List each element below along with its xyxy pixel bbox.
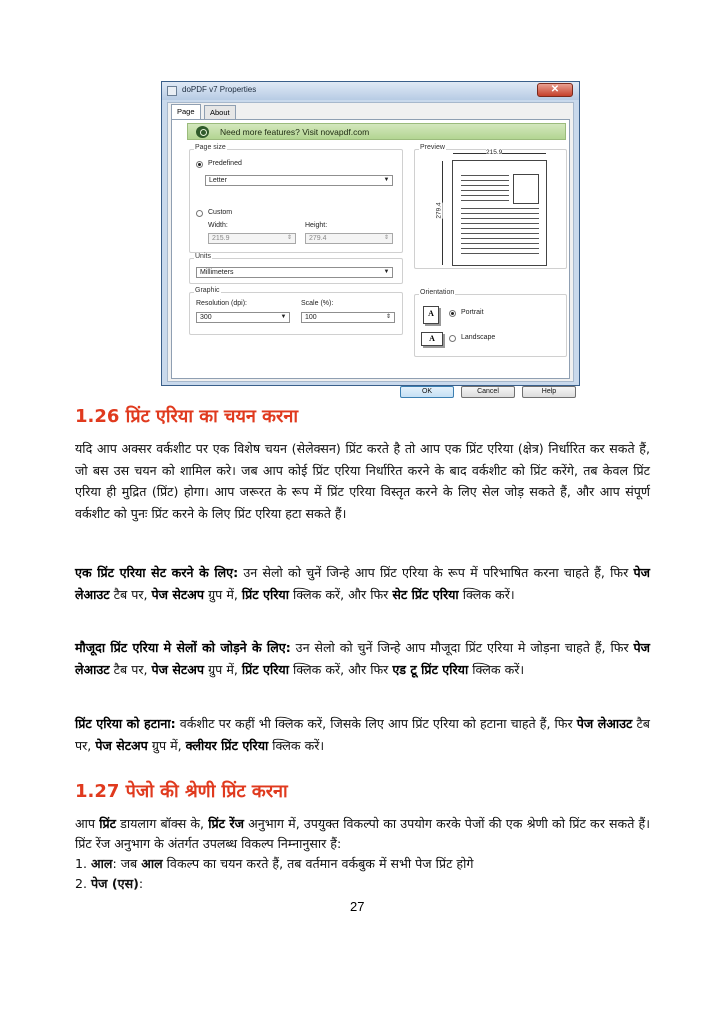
text-run: उन सेलो को चुनें जिन्हे आप मौजूदा प्रिंट एरिया मे जोड़ना चाहते हैं, फिर (290, 640, 634, 655)
text-line (461, 180, 509, 181)
bold-term: पेज लेआउट (576, 716, 633, 731)
novapdf-logo-icon (196, 126, 209, 138)
portrait-radio[interactable] (449, 310, 456, 317)
preview-height: 279.4 (435, 202, 443, 219)
units-value: Millimeters (200, 269, 234, 276)
spin-icon: ⇕ (385, 314, 392, 320)
preview-width: 215.9 (486, 149, 503, 156)
page-preview (452, 160, 547, 266)
list-item-pages (75, 873, 143, 894)
page-tab-panel (171, 119, 570, 379)
text-run: ग्रुप में, (204, 586, 242, 602)
list-item-all (75, 853, 473, 874)
dialog-title: doPDF v7 Properties (182, 85, 257, 94)
bold-term: पेज सेटअप (151, 586, 205, 602)
bold-term: मौजूदा प्रिंट एरिया मे सेलों को जोड़ने के लिए: (75, 640, 291, 655)
predefined-size-value: Letter (209, 177, 227, 184)
text-run: ग्रुप में, (204, 661, 242, 677)
text-line (461, 248, 539, 249)
page-size-group (189, 144, 403, 253)
bold-term: प्रिंट एरिया (241, 661, 289, 677)
width-value: 215.9 (212, 235, 230, 242)
banner-text: Need more features? Visit novapdf.com (220, 127, 370, 137)
text-run: डायलाग बॉक्स के, (115, 816, 209, 831)
graphic-label: Graphic (195, 287, 220, 294)
page-number: 27 (350, 899, 365, 914)
bold-term: एड टू प्रिंट एरिया (392, 661, 469, 677)
text-run: ग्रुप में, (147, 737, 186, 753)
text-line (461, 223, 539, 224)
printer-icon (167, 86, 177, 96)
dialog-titlebar (162, 82, 579, 100)
list-number: 1. (75, 856, 92, 871)
landscape-radio[interactable] (449, 335, 456, 342)
text-run: : (138, 876, 144, 891)
text-run: अनुभाग में, उपयुक्त विकल्पो का उपयोग करके पेजों की एक श्रेणी को प्रिंट कर सकते हैं। प्रिंट रेंज अनुभाग के अंतर्गत उपलब्ध विकल्प निम्नानुसार हैं: (75, 816, 651, 851)
text-line (461, 213, 539, 214)
page-size-label: Page size (195, 144, 226, 151)
paragraph-intro: यदि आप अक्सर वर्कशीट पर एक विशेष चयन (सेलेक्सन) प्रिंट करते है तो आप एक प्रिंट एरिया (क्षेत्र) निर्धारित कर सकते हैं, जो बस उस चयन को शामिल करे। जब आप कोई प्रिंट एरिया निर्धारित करने के बाद वर्कशीट को प्रिंट करेंगे, तब केवल प्रिंट एरिया ही मुद्रित (प्रिंट) होगा। आप जरूरत के रूप में प्रिंट एरिया विस्तृत करने के लिए सेल जोड़ सकते हैं, और आप संपूर्ण वर्कशीट को पुनः प्रिंट करने के लिए प्रिंट एरिया हटा सकते हैं। (75, 441, 650, 521)
bold-term: प्रिंट एरिया को हटाना: (75, 716, 176, 731)
text-run: वर्कशीट पर कहीं भी क्लिक करें, जिसके लिए आप प्रिंट एरिया को हटाना चाहते हैं, फिर (175, 716, 577, 731)
section-heading-1-27: 1.27 पेजो की श्रेणी प्रिंट करना (75, 781, 288, 802)
bold-term: पेज लेआउट (75, 565, 650, 602)
custom-radio[interactable] (196, 210, 203, 217)
text-line (461, 228, 539, 229)
text-line (461, 195, 509, 196)
chevron-down-icon: ▼ (383, 177, 390, 183)
paragraph-add-cells (75, 637, 650, 680)
height-value: 279.4 (309, 235, 327, 242)
predefined-label: Predefined (208, 160, 242, 167)
orientation-label: Orientation (420, 289, 455, 296)
text-run: उन सेलो को चुनें जिन्हे आप प्रिंट एरिया के रूप में परिभाषित करना चाहते हैं, फिर (238, 565, 634, 580)
text-run: क्लिक करें। (458, 586, 515, 602)
text-line (461, 238, 539, 239)
text-run: टैब पर, (109, 586, 152, 602)
spin-icon: ⇕ (383, 235, 390, 241)
text-line (461, 253, 539, 254)
units-label: Units (195, 253, 211, 260)
text-line (461, 190, 509, 191)
landscape-label: Landscape (461, 334, 496, 341)
text-run: क्लिक करें, और फिर (288, 586, 393, 602)
text-line (461, 243, 539, 244)
predefined-size-select[interactable] (205, 175, 393, 186)
image-placeholder (513, 174, 539, 204)
portrait-label: Portrait (461, 309, 484, 316)
width-label: Width: (208, 222, 228, 229)
promo-banner[interactable] (187, 123, 566, 140)
resolution-label: Resolution (dpi): (196, 300, 247, 307)
bold-term: पेज सेटअप (95, 737, 148, 753)
paragraph-clear-print-area (75, 713, 650, 756)
spin-icon: ⇕ (286, 235, 293, 241)
bold-term: क्लीयर प्रिंट एरिया (185, 737, 269, 753)
dialog-body (167, 102, 574, 395)
units-group (189, 253, 403, 284)
bold-term: पेज (एस) (91, 876, 139, 891)
bold-term: एक प्रिंट एरिया सेट करने के लिए: (75, 565, 239, 580)
orientation-group (414, 289, 567, 357)
bold-term: प्रिंट (99, 816, 116, 831)
scale-label: Scale (%): (301, 300, 334, 307)
ok-button[interactable]: OK (400, 386, 454, 398)
text-run: विकल्प का चयन करते हैं, तब वर्तमान वर्कबुक में सभी पेज प्रिंट होगे (162, 856, 474, 871)
text-line (461, 200, 509, 201)
graphic-group (189, 287, 403, 335)
text-run: क्लिक करें। (468, 661, 525, 677)
tab-page[interactable]: Page (171, 104, 201, 119)
preview-label: Preview (420, 144, 445, 151)
tab-about[interactable]: About (204, 105, 236, 119)
cancel-button[interactable]: Cancel (461, 386, 515, 398)
height-stepper[interactable] (305, 233, 393, 244)
text-line (461, 185, 509, 186)
bold-term: प्रिंट एरिया (241, 586, 289, 602)
dopdf-properties-dialog (161, 81, 580, 395)
chevron-down-icon: ▼ (280, 314, 287, 320)
paragraph-print-range (75, 814, 650, 853)
predefined-radio[interactable] (196, 161, 203, 168)
text-line (461, 175, 509, 176)
height-label: Height: (305, 222, 328, 229)
text-line (461, 218, 539, 219)
text-run: आप (75, 816, 100, 831)
bold-term: पेज सेटअप (151, 661, 205, 677)
text-run: टैब पर, (75, 716, 650, 753)
bold-term: सेट प्रिंट एरिया (392, 586, 459, 602)
text-line (461, 233, 539, 234)
text-run: क्लिक करें, और फिर (288, 661, 393, 677)
close-button[interactable]: ✕ (537, 83, 573, 97)
portrait-icon: A (423, 306, 439, 324)
bold-term: आल (141, 856, 163, 871)
units-select[interactable] (196, 267, 393, 278)
list-number: 2. (75, 876, 92, 891)
text-run: क्लिक करें। (268, 737, 325, 753)
section-heading-1-26: 1.26 प्रिंट एरिया का चयन करना (75, 406, 298, 427)
text-line (461, 208, 539, 209)
bold-term: आल (91, 856, 113, 871)
preview-group (414, 144, 567, 269)
bold-term: प्रिंट रेंज (208, 816, 245, 831)
landscape-icon: A (421, 332, 443, 346)
text-run: : जब (112, 856, 142, 871)
paragraph-set-print-area (75, 562, 650, 605)
text-run: टैब पर, (109, 661, 152, 677)
resolution-value: 300 (200, 314, 212, 321)
scale-stepper[interactable] (301, 312, 395, 323)
chevron-down-icon: ▼ (383, 269, 390, 275)
custom-label: Custom (208, 209, 233, 216)
help-button[interactable]: Help (522, 386, 576, 398)
bold-term: पेज लेआउट (75, 640, 651, 677)
resolution-select[interactable] (196, 312, 290, 323)
scale-value: 100 (305, 314, 317, 321)
width-stepper[interactable] (208, 233, 296, 244)
